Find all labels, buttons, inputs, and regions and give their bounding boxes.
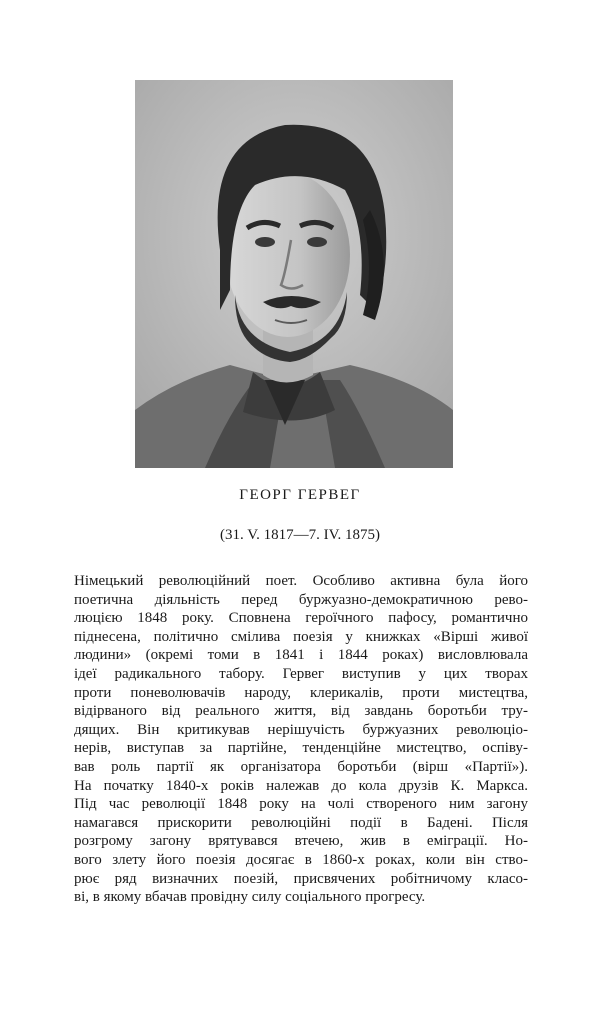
bio-line: На початку 1840-х років належав до кола друзів К. Маркса. xyxy=(74,777,528,794)
bio-line: Німецький революційний поет. Особливо активна була його xyxy=(74,573,528,589)
bio-line: вого злету його поезія досягає в 1860-х роках, коли він ство- xyxy=(74,851,528,868)
bio-line: відірваного від реального життя, від завдань боротьби тру- xyxy=(74,703,528,720)
bio-line: людини» (окремі томи в 1841 і 1844 роках) висловлювала xyxy=(74,647,528,664)
bio-line: ві, в якому вбачав провідну силу соціального прогресу. xyxy=(74,889,426,906)
bio-line: розгрому загону врятувався втечею, жив в еміграції. Но- xyxy=(74,833,528,850)
bio-line: Під час революції 1848 року на чолі створеного ним загону xyxy=(74,796,528,813)
bio-line: намагався прискорити революційні події в Бадені. Після xyxy=(74,814,528,831)
bio-line: нерів, виступав за партійне, тенденційне мистецтво, оспіву- xyxy=(74,740,528,757)
bio-line: ідеї радикального табору. Гервег виступив у цих творах xyxy=(74,665,528,682)
bio-line: піднесена, політично смілива поезія у книжках «Вірші живої xyxy=(74,628,528,645)
bio-line: поетична діяльність перед буржуазно-демократичною рево- xyxy=(74,591,528,608)
portrait-drawing xyxy=(135,80,453,468)
biography-text xyxy=(74,572,528,907)
portrait-image xyxy=(135,80,453,468)
life-dates: (31. V. 1817—7. IV. 1875) xyxy=(219,527,380,543)
bio-line: дящих. Він критикував нерішучість буржуазних революціо- xyxy=(74,721,528,738)
bio-line: проти поневолювачів народу, клерикалів, проти мистецтва, xyxy=(74,684,528,701)
bio-line: люцією 1848 року. Сповнена героїчного пафосу, романтично xyxy=(74,610,528,627)
person-name: ГЕОРГ ГЕРВЕГ xyxy=(239,487,361,503)
bio-line: рює ряд визначних поезій, присвячених робітничому класо- xyxy=(74,870,528,887)
bio-line: вав роль партії як організатора боротьби (вірш «Партії»). xyxy=(74,758,528,775)
